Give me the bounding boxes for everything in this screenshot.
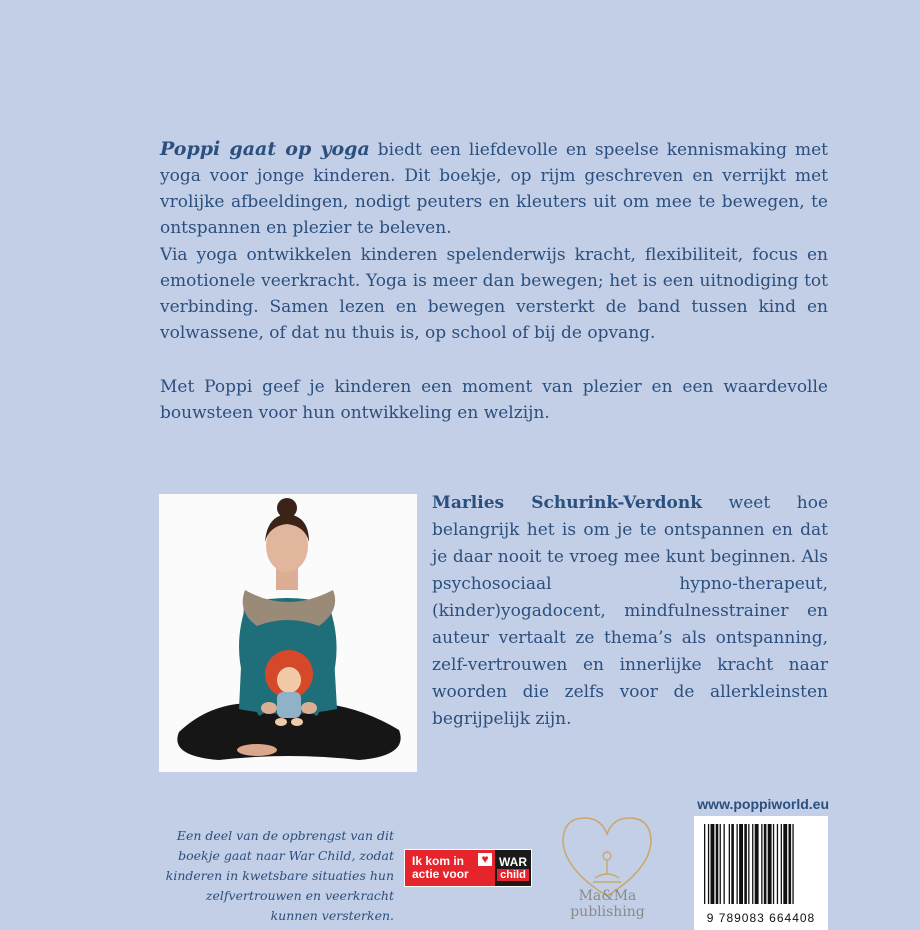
badge-text — [405, 850, 495, 886]
isbn-barcode — [694, 816, 828, 930]
warchild-badge — [404, 849, 532, 887]
barcode-bar — [781, 824, 782, 904]
barcode-bar — [755, 824, 759, 904]
barcode-bar — [748, 824, 749, 904]
barcode-bar — [792, 824, 793, 904]
barcode-bar — [711, 824, 715, 904]
barcode-bar — [761, 824, 762, 904]
barcode-bar — [773, 824, 774, 904]
barcode-bar — [729, 824, 730, 904]
barcode-bar — [752, 824, 753, 904]
barcode-bar — [744, 824, 747, 904]
barcode-bar — [768, 824, 772, 904]
barcode-bar — [704, 824, 705, 904]
author-name: Marlies Schurink-Verdonk — [432, 493, 703, 513]
intro-paragraph-2: Via yoga ontwikkelen kinderen spelenderwijs kracht, flexibiliteit, focus en emotionele veerkracht. Yoga is meer dan bewegen; het is een uitnodiging tot verbinding. Samen lezen en bewegen versterkt de band tussen kind en volwassene, of dat nu thuis is, op school of bij de opvang. — [160, 245, 828, 343]
publisher-logo — [545, 812, 670, 922]
author-bio — [432, 490, 828, 733]
barcode-bar — [764, 824, 767, 904]
barcode-bar — [789, 824, 792, 904]
intro-paragraph-1 — [160, 136, 828, 241]
barcode-bar — [777, 824, 778, 904]
barcode-bar — [720, 824, 721, 904]
barcode-bar — [708, 824, 709, 904]
barcode-bar — [783, 824, 787, 904]
author-bio-text: weet hoe belangrijk het is om je te ontspannen en dat je daar nooit te vroeg mee kunt beginnen. Als psychosociaal hypno-therapeut, (kinder)yogadocent, mindfulnesstrainer en auteur vertaalt ze thema’s als ontspanning, zelf-vertrouwen en innerlijke kracht naar woorden die zelfs voor de allerkleinsten begrijpelijk zijn. — [432, 493, 829, 729]
barcode-icon — [694, 816, 828, 908]
warchild-logo-war: WAR — [499, 854, 527, 869]
barcode-bar — [731, 824, 734, 904]
warchild-logo-child: child — [497, 869, 529, 881]
isbn-number: 9 789083 664408 — [706, 911, 816, 925]
intro-paragraph-1-text: biedt een liefdevolle en speelse kennismaking met yoga voor jonge kinderen. Dit boekje, op rijm geschreven en verrijkt met vrolijke afbeeldingen, nodigt peuters en kleuters uit om mee te bewegen, te ontspannen en plezier te beleven. — [160, 140, 828, 238]
warchild-logo — [495, 850, 531, 886]
author-photo — [159, 494, 417, 772]
barcode-bar — [739, 824, 743, 904]
website-link[interactable]: www.poppiworld.eu — [697, 796, 829, 812]
warchild-note: Een deel van de opbrengst van dit boekje gaat naar War Child, zodat kinderen in kwetsbare situaties hun zelfvertrouwen en veerkracht kunnen versterken. — [165, 828, 394, 923]
publisher-name: Ma&Ma publishing — [570, 888, 645, 920]
badge-line-2: actie voor — [412, 867, 469, 881]
barcode-bar — [737, 824, 738, 904]
intro-paragraph-3: Met Poppi geef je kinderen een moment van plezier en een waardevolle bouwsteen voor hun ontwikkeling en welzijn. — [160, 377, 828, 423]
heart-icon: ♥ — [478, 853, 492, 866]
book-title: Poppi gaat op yoga — [160, 138, 370, 160]
barcode-bar — [716, 824, 719, 904]
barcode-bar — [724, 824, 725, 904]
badge-line-1: Ik kom in — [412, 854, 465, 868]
